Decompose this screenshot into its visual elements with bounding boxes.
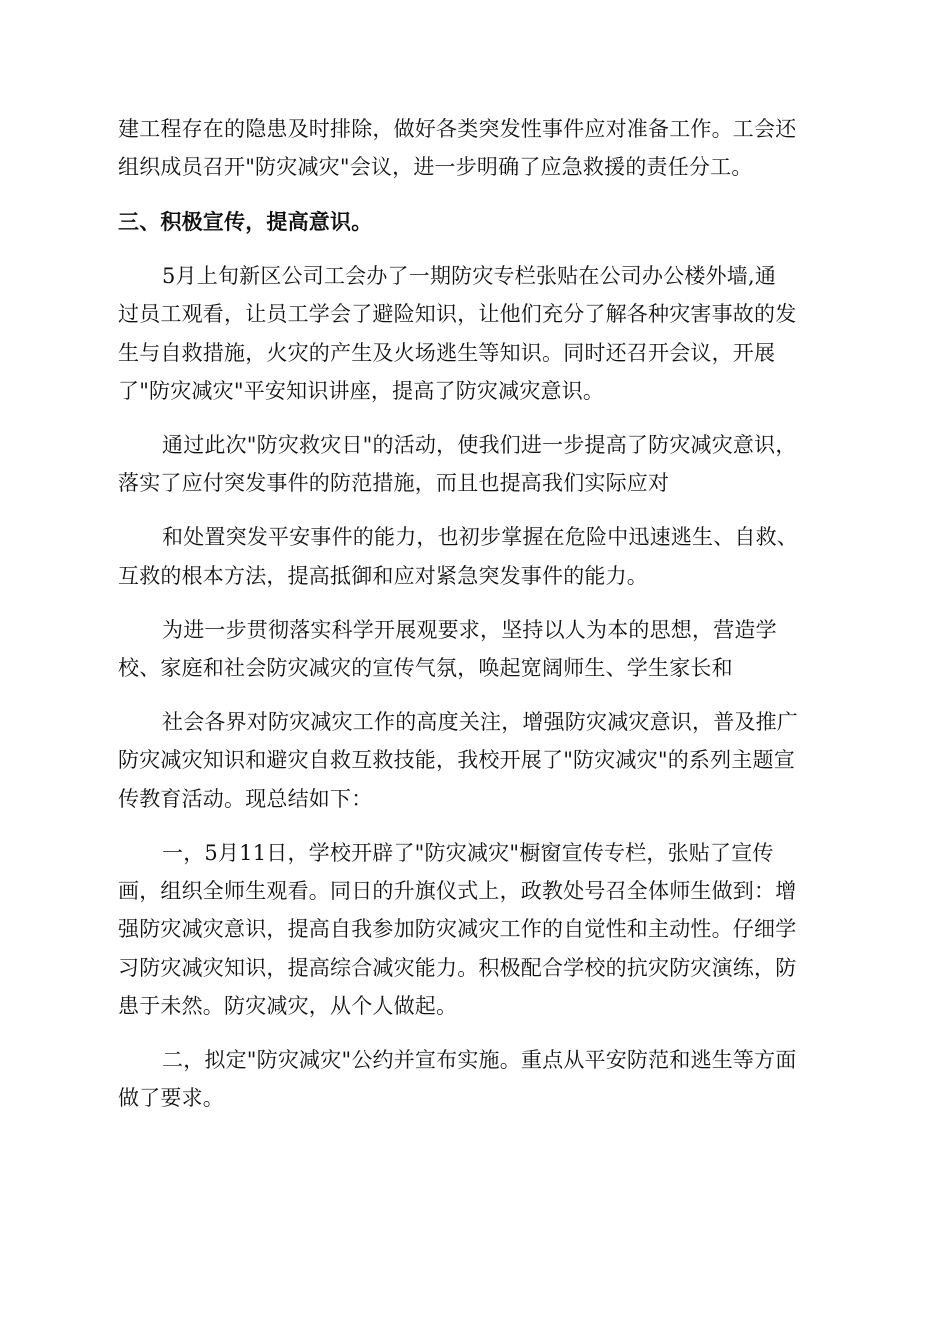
paragraph-line: 校、家庭和社会防灾减灾的宣传气氛，唤起宽阔师生、学生家长和 <box>118 656 733 680</box>
paragraph-line: 防灾减灾知识和避灾自救互救技能，我校开展了"防灾减灾"的系列主题宣 <box>118 748 795 772</box>
paragraph-line: 过员工观看，让员工学会了避险知识，让他们充分了解各种灾害事故的发 <box>118 302 797 326</box>
paragraph-line: 组织成员召开"防灾减灾"会议，进一步明确了应急救援的责任分工。 <box>118 155 753 179</box>
paragraph-line: 为进一步贯彻落实科学开展观要求，坚持以人为本的思想，营造学 <box>162 618 777 642</box>
paragraph-line: 习防灾减灾知识，提高综合减灾能力。积极配合学校的抗灾防灾演练，防 <box>118 956 797 980</box>
paragraph-line: 和处置突发平安事件的能力，也初步掌握在危险中迅速逃生、自救、 <box>162 525 798 549</box>
paragraph-line: 社会各界对防灾减灾工作的高度关注，增强防灾减灾意识，普及推广 <box>162 710 798 734</box>
paragraph-line: 建工程存在的隐患及时排除，做好各类突发性事件应对准备工作。工会还 <box>118 117 797 141</box>
paragraph-line: 患于未然。防灾减灾，从个人做起。 <box>118 994 458 1018</box>
section-heading: 三、积极宣传，提高意识。 <box>118 209 373 234</box>
paragraph-line: 互救的根本方法，提高抵御和应对紧急突发事件的能力。 <box>118 564 648 588</box>
paragraph-line: 生与自救措施，火灾的产生及火场逃生等知识。同时还召开会议，开展 <box>118 341 776 365</box>
paragraph-line: 画，组织全师生观看。同日的升旗仪式上，政教处号召全体师生做到：增 <box>118 879 797 903</box>
paragraph-line: 了"防灾减灾"平安知识讲座，提高了防灾减灾意识。 <box>118 379 605 403</box>
paragraph-line: 二，拟定"防灾减灾"公约并宣布实施。重点从平安防范和逃生等方面 <box>162 1048 797 1072</box>
paragraph-line: 做了要求。 <box>118 1086 224 1110</box>
paragraph-line: 通过此次"防灾救灾日"的活动，使我们进一步提高了防灾减灾意识， <box>162 433 797 457</box>
paragraph-line: 强防灾减灾意识，提高自我参加防灾减灾工作的自觉性和主动性。仔细学 <box>118 917 797 941</box>
paragraph-line: 5月上旬新区公司工会办了一期防灾专栏张贴在公司办公楼外墙,通 <box>162 264 777 288</box>
paragraph-line: 传教育活动。现总结如下： <box>118 787 373 811</box>
paragraph-line: 落实了应付突发事件的防范措施，而且也提高我们实际应对 <box>118 471 670 495</box>
paragraph-line: 一，5月11日，学校开辟了"防灾减灾"橱窗宣传专栏，张贴了宣传 <box>162 841 774 865</box>
